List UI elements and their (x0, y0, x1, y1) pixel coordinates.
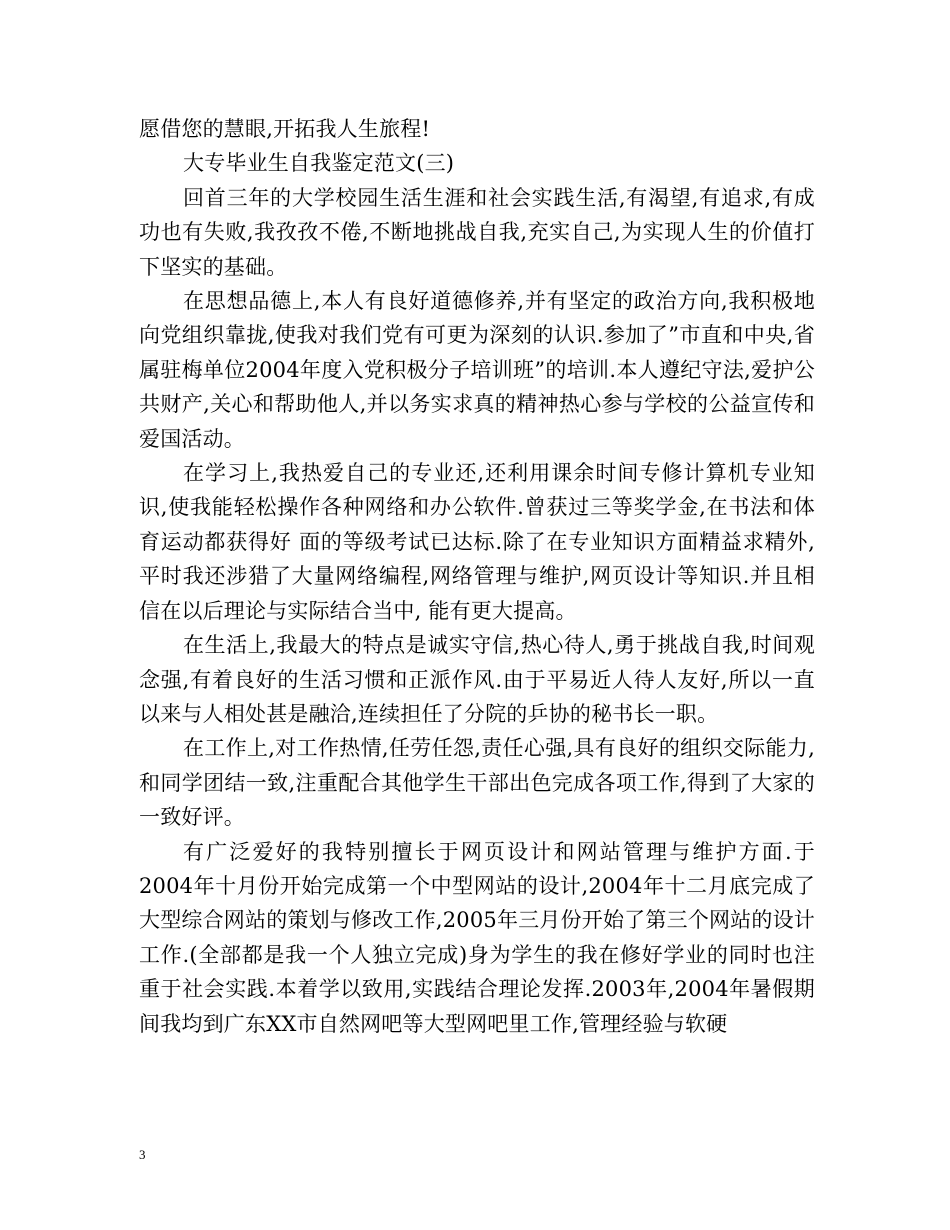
page-number: 3 (139, 1147, 146, 1162)
paragraph-life: 在生活上,我最大的特点是诚实守信,热心待人,勇于挑战自我,时间观念强,有着良好的生活习惯和正派作风.由于平易近人待人友好,所以一直以来与人相处甚是融洽,连续担任了分院的乒协的秘书长一职。 (139, 633, 815, 726)
document-body (139, 112, 815, 1041)
paragraph-work: 在工作上,对工作热情,任劳任怨,责任心强,具有良好的组织交际能力,和同学团结一致,注重配合其他学生干部出色完成各项工作,得到了大家的一致好评。 (139, 736, 815, 830)
paragraph-study: 在学习上,我热爱自己的专业还,还利用课余时间专修计算机专业知识,使我能轻松操作各种网络和办公软件.曾获过三等奖学金,在书法和体育运动都获得好 面的等级考试已达标.除了在专业知识方面精益求精外,平时我还涉猎了大量网络编程,网络管理与维护,网页设计等知识.并且相信在以后理论与实际结合当中, 能有更大提高。 (139, 461, 815, 623)
section-heading: 大专毕业生自我鉴定范文(三) (183, 151, 455, 176)
paragraph-hobbies: 有广泛爱好的我特别擅长于网页设计和网站管理与维护方面.于2004年十月份开始完成第一个中型网站的设计,2004年十二月底完成了大型综合网站的策划与修改工作,2005年三月份开始了第三个网站的设计工作.(全部都是我一个人独立完成)身为学生的我在修好学业的同时也注重于社会实践.本着学以致用,实践结合理论发挥.2003年,2004年暑假期间我均到广东XX市自然网吧等大型网吧里工作,管理经验与软硬 (139, 839, 815, 1036)
paragraph-1: 愿借您的慧眼,开拓我人生旅程! (139, 117, 431, 141)
paragraph-ideology: 在思想品德上,本人有良好道德修养,并有坚定的政治方向,我积极地向党组织靠拢,使我对我们党有可更为深刻的认识.参加了”市直和中央,省属驻梅单位2004年度入党积极分子培训班”的培训.本人遵纪守法,爱护公共财产,关心和帮助他人,并以务实求真的精神热心参与学校的公益宣传和爱国活动。 (139, 289, 815, 451)
paragraph-intro: 回首三年的大学校园生活生涯和社会实践生活,有渴望,有追求,有成功也有失败,我孜孜不倦,不断地挑战自我,充实自己,为实现人生的价值打下坚实的基础。 (139, 185, 815, 279)
